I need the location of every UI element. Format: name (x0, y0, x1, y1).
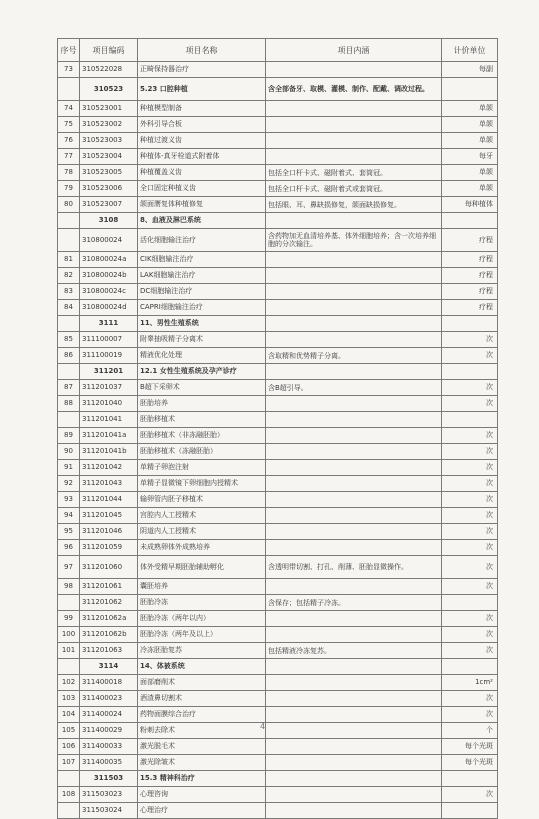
name-cell: 胚胎冷冻（两年以内） (138, 611, 266, 627)
seq-cell: 88 (58, 396, 80, 412)
unit-cell: 每种植体 (442, 197, 498, 213)
content-cell (266, 117, 442, 133)
unit-cell: 次 (442, 540, 498, 556)
seq-cell (58, 771, 80, 787)
unit-cell: 次 (442, 627, 498, 643)
unit-cell: 次 (442, 396, 498, 412)
table-body (58, 62, 498, 819)
seq-cell: 90 (58, 444, 80, 460)
content-cell (266, 707, 442, 723)
unit-cell: 单颌 (442, 101, 498, 117)
seq-cell: 91 (58, 460, 80, 476)
code-cell: 311100007 (80, 332, 138, 348)
name-cell: 心理治疗 (138, 803, 266, 819)
seq-cell: 79 (58, 181, 80, 197)
name-cell: 酒渣鼻切割术 (138, 691, 266, 707)
code-cell: 3114 (80, 659, 138, 675)
name-cell: DC细胞输注治疗 (138, 284, 266, 300)
table-row (58, 524, 498, 540)
content-cell (266, 284, 442, 300)
fee-table (57, 38, 498, 819)
code-cell: 310523003 (80, 133, 138, 149)
unit-cell: 次 (442, 380, 498, 396)
code-cell: 310523007 (80, 197, 138, 213)
seq-cell: 80 (58, 197, 80, 213)
seq-cell: 85 (58, 332, 80, 348)
seq-cell: 107 (58, 755, 80, 771)
content-cell (266, 803, 442, 819)
unit-cell: 疗程 (442, 229, 498, 252)
name-cell: CAPRI细胞输注治疗 (138, 300, 266, 316)
content-cell: 包括全口杆卡式、磁附着式、套筒冠。 (266, 165, 442, 181)
name-cell: 胚胎培养 (138, 396, 266, 412)
table-row (58, 643, 498, 659)
content-cell: 含药物加无血清培养基、体外细胞培养；含一次培养细胞的分次输注。 (266, 229, 442, 252)
section-row (58, 213, 498, 229)
table-row (58, 412, 498, 428)
name-cell: 粉刺去除术 (138, 723, 266, 739)
unit-cell: 次 (442, 556, 498, 579)
content-cell (266, 771, 442, 787)
table-row (58, 117, 498, 133)
name-cell: 冷冻胚胎复苏 (138, 643, 266, 659)
name-cell: 全口固定种植义齿 (138, 181, 266, 197)
code-cell: 310800024 (80, 229, 138, 252)
code-cell: 310523 (80, 78, 138, 101)
code-cell: 310523006 (80, 181, 138, 197)
table-row (58, 348, 498, 364)
table-row (58, 540, 498, 556)
unit-cell: 单颌 (442, 165, 498, 181)
unit-cell (442, 659, 498, 675)
unit-cell: 单颌 (442, 181, 498, 197)
section-row (58, 364, 498, 380)
content-cell (266, 579, 442, 595)
seq-cell: 108 (58, 787, 80, 803)
header-code: 项目编码 (80, 39, 138, 62)
content-cell (266, 316, 442, 332)
table-row (58, 396, 498, 412)
name-cell: 15.3 精神科治疗 (138, 771, 266, 787)
code-cell: 310523001 (80, 101, 138, 117)
table-row (58, 62, 498, 78)
unit-cell: 每牙 (442, 149, 498, 165)
unit-cell: 次 (442, 460, 498, 476)
name-cell: 胚胎移植术（冻融胚胎） (138, 444, 266, 460)
content-cell (266, 101, 442, 117)
content-cell (266, 396, 442, 412)
code-cell: 311400029 (80, 723, 138, 739)
seq-cell: 95 (58, 524, 80, 540)
table-row (58, 165, 498, 181)
table-row (58, 595, 498, 611)
code-cell: 310800024b (80, 268, 138, 284)
unit-cell (442, 771, 498, 787)
content-cell (266, 723, 442, 739)
code-cell: 311201062b (80, 627, 138, 643)
content-cell (266, 739, 442, 755)
code-cell: 311201042 (80, 460, 138, 476)
table-row (58, 675, 498, 691)
content-cell (266, 62, 442, 78)
code-cell: 311100019 (80, 348, 138, 364)
table-row (58, 444, 498, 460)
name-cell: 种植模型制备 (138, 101, 266, 117)
table-row (58, 460, 498, 476)
unit-cell: 每个光斑 (442, 739, 498, 755)
content-cell: 含透明带切割、打孔、削薄、胚胎显微操作。 (266, 556, 442, 579)
content-cell (266, 133, 442, 149)
content-cell (266, 444, 442, 460)
name-cell: 激光除皱术 (138, 755, 266, 771)
table-row (58, 252, 498, 268)
code-cell: 310800024a (80, 252, 138, 268)
table-row (58, 556, 498, 579)
code-cell: 311201041b (80, 444, 138, 460)
code-cell: 310523004 (80, 149, 138, 165)
code-cell: 3111 (80, 316, 138, 332)
unit-cell: 疗程 (442, 284, 498, 300)
seq-cell: 98 (58, 579, 80, 595)
name-cell: 单精子显微镜下卵细胞内授精术 (138, 476, 266, 492)
content-cell (266, 675, 442, 691)
table-row (58, 300, 498, 316)
content-cell (266, 332, 442, 348)
content-cell (266, 428, 442, 444)
table-row (58, 627, 498, 643)
section-row (58, 78, 498, 101)
unit-cell: 单颌 (442, 133, 498, 149)
seq-cell: 97 (58, 556, 80, 579)
unit-cell: 每副 (442, 62, 498, 78)
seq-cell: 86 (58, 348, 80, 364)
code-cell: 311201063 (80, 643, 138, 659)
code-cell: 311201062a (80, 611, 138, 627)
seq-cell: 100 (58, 627, 80, 643)
name-cell: 胚胎冷冻（两年及以上） (138, 627, 266, 643)
unit-cell (442, 595, 498, 611)
unit-cell: 单颌 (442, 117, 498, 133)
name-cell: 输卵管内胚子移植术 (138, 492, 266, 508)
table-row (58, 197, 498, 213)
seq-cell: 81 (58, 252, 80, 268)
name-cell: 种植过渡义齿 (138, 133, 266, 149)
code-cell: 310523002 (80, 117, 138, 133)
table-row (58, 268, 498, 284)
name-cell: 药物面膜综合治疗 (138, 707, 266, 723)
code-cell: 311503 (80, 771, 138, 787)
code-cell: 311400035 (80, 755, 138, 771)
code-cell: 311201041 (80, 412, 138, 428)
unit-cell: 次 (442, 643, 498, 659)
unit-cell: 次 (442, 579, 498, 595)
unit-cell: 次 (442, 611, 498, 627)
table-row (58, 755, 498, 771)
header-content: 项目内涵 (266, 39, 442, 62)
name-cell: 正畸保持器治疗 (138, 62, 266, 78)
unit-cell (442, 803, 498, 819)
seq-cell: 78 (58, 165, 80, 181)
table-row (58, 476, 498, 492)
table-row (58, 492, 498, 508)
code-cell: 311400023 (80, 691, 138, 707)
name-cell: 颌面赝复体种植修复 (138, 197, 266, 213)
section-row (58, 771, 498, 787)
seq-cell: 104 (58, 707, 80, 723)
name-cell: 阴道内人工授精术 (138, 524, 266, 540)
name-cell: 未成熟卵体外成熟培养 (138, 540, 266, 556)
unit-cell: 次 (442, 428, 498, 444)
code-cell: 311201062 (80, 595, 138, 611)
seq-cell: 101 (58, 643, 80, 659)
section-row (58, 316, 498, 332)
seq-cell: 84 (58, 300, 80, 316)
name-cell: 种植体-真牙栓道式附着体 (138, 149, 266, 165)
unit-cell: 次 (442, 691, 498, 707)
code-cell: 311201040 (80, 396, 138, 412)
name-cell: CIK细胞输注治疗 (138, 252, 266, 268)
content-cell: 包括全口杆卡式、磁附着式或套筒冠。 (266, 181, 442, 197)
table-row (58, 181, 498, 197)
code-cell: 311201044 (80, 492, 138, 508)
content-cell: 含保存；包括精子冷冻。 (266, 595, 442, 611)
seq-cell: 87 (58, 380, 80, 396)
content-cell (266, 460, 442, 476)
name-cell: 囊胚培养 (138, 579, 266, 595)
seq-cell: 96 (58, 540, 80, 556)
seq-cell (58, 364, 80, 380)
code-cell: 311400033 (80, 739, 138, 755)
fee-table-sheet (57, 38, 497, 819)
content-cell (266, 149, 442, 165)
table-row (58, 380, 498, 396)
name-cell: 种植覆盖义齿 (138, 165, 266, 181)
code-cell: 311201046 (80, 524, 138, 540)
name-cell: LAK细胞输注治疗 (138, 268, 266, 284)
seq-cell (58, 595, 80, 611)
name-cell: 活化细胞输注治疗 (138, 229, 266, 252)
seq-cell (58, 412, 80, 428)
name-cell: 胚胎冷冻 (138, 595, 266, 611)
table-row (58, 739, 498, 755)
content-cell (266, 508, 442, 524)
seq-cell: 105 (58, 723, 80, 739)
name-cell: 外科引导合板 (138, 117, 266, 133)
seq-cell: 77 (58, 149, 80, 165)
unit-cell (442, 316, 498, 332)
name-cell: 心理咨询 (138, 787, 266, 803)
content-cell: 含取精和优势精子分离。 (266, 348, 442, 364)
content-cell (266, 540, 442, 556)
unit-cell: 次 (442, 524, 498, 540)
code-cell: 310800024d (80, 300, 138, 316)
code-cell: 311400018 (80, 675, 138, 691)
name-cell: 11、男性生殖系统 (138, 316, 266, 332)
content-cell: 包括精液冷冻复苏。 (266, 643, 442, 659)
content-cell (266, 252, 442, 268)
content-cell: 含B超引导。 (266, 380, 442, 396)
seq-cell: 73 (58, 62, 80, 78)
unit-cell: 次 (442, 444, 498, 460)
table-row (58, 707, 498, 723)
seq-cell (58, 803, 80, 819)
table-row (58, 149, 498, 165)
name-cell: 宫腔内人工授精术 (138, 508, 266, 524)
table-row (58, 229, 498, 252)
table-row (58, 723, 498, 739)
code-cell: 311201061 (80, 579, 138, 595)
unit-cell: 次 (442, 707, 498, 723)
code-cell: 311400024 (80, 707, 138, 723)
seq-cell: 89 (58, 428, 80, 444)
name-cell: 8、血液及淋巴系统 (138, 213, 266, 229)
seq-cell: 103 (58, 691, 80, 707)
name-cell: 5.23 口腔种植 (138, 78, 266, 101)
section-row (58, 659, 498, 675)
unit-cell: 次 (442, 787, 498, 803)
unit-cell: 次 (442, 332, 498, 348)
unit-cell: 次 (442, 348, 498, 364)
code-cell: 311201060 (80, 556, 138, 579)
unit-cell: 次 (442, 476, 498, 492)
content-cell (266, 412, 442, 428)
name-cell: 胚胎移植术 (138, 412, 266, 428)
unit-cell: 疗程 (442, 300, 498, 316)
seq-cell: 76 (58, 133, 80, 149)
page-number: 4 (260, 722, 266, 731)
unit-cell: 疗程 (442, 268, 498, 284)
name-cell: 面部磨削术 (138, 675, 266, 691)
table-row (58, 691, 498, 707)
code-cell: 311201059 (80, 540, 138, 556)
content-cell: 含全部备牙、取模、灌模、制作、配戴、调改过程。 (266, 78, 442, 101)
table-row (58, 579, 498, 595)
code-cell: 311503024 (80, 803, 138, 819)
code-cell: 311201041a (80, 428, 138, 444)
table-row (58, 428, 498, 444)
unit-cell: 个 (442, 723, 498, 739)
content-cell (266, 268, 442, 284)
header-row (58, 39, 498, 62)
name-cell: 精液优化处理 (138, 348, 266, 364)
table-row (58, 101, 498, 117)
seq-cell: 92 (58, 476, 80, 492)
seq-cell: 82 (58, 268, 80, 284)
unit-cell (442, 412, 498, 428)
content-cell (266, 476, 442, 492)
code-cell: 310800024c (80, 284, 138, 300)
seq-cell: 99 (58, 611, 80, 627)
name-cell: B超下采卵术 (138, 380, 266, 396)
content-cell (266, 755, 442, 771)
seq-cell: 83 (58, 284, 80, 300)
name-cell: 胚胎移植术（非冻融胚胎） (138, 428, 266, 444)
name-cell: 激光脱毛术 (138, 739, 266, 755)
content-cell (266, 364, 442, 380)
table-row (58, 787, 498, 803)
name-cell: 体外受精早期胚胎辅助孵化 (138, 556, 266, 579)
content-cell (266, 787, 442, 803)
unit-cell (442, 364, 498, 380)
name-cell: 12.1 女性生殖系统及孕产诊疗 (138, 364, 266, 380)
content-cell (266, 213, 442, 229)
unit-cell: 疗程 (442, 252, 498, 268)
content-cell (266, 691, 442, 707)
header-seq: 序号 (58, 39, 80, 62)
code-cell: 311503023 (80, 787, 138, 803)
header-unit: 计价单位 (442, 39, 498, 62)
unit-cell: 次 (442, 492, 498, 508)
name-cell: 附睾抽吸精子分离术 (138, 332, 266, 348)
seq-cell: 93 (58, 492, 80, 508)
content-cell (266, 300, 442, 316)
name-cell: 14、体被系统 (138, 659, 266, 675)
table-row (58, 133, 498, 149)
seq-cell: 102 (58, 675, 80, 691)
seq-cell (58, 659, 80, 675)
seq-cell (58, 213, 80, 229)
code-cell: 311201045 (80, 508, 138, 524)
seq-cell: 94 (58, 508, 80, 524)
seq-cell (58, 78, 80, 101)
seq-cell: 106 (58, 739, 80, 755)
table-row (58, 508, 498, 524)
code-cell: 311201043 (80, 476, 138, 492)
name-cell: 单精子卵泡注射 (138, 460, 266, 476)
seq-cell: 75 (58, 117, 80, 133)
unit-cell: 1cm² (442, 675, 498, 691)
content-cell (266, 659, 442, 675)
code-cell: 310523005 (80, 165, 138, 181)
seq-cell: 74 (58, 101, 80, 117)
content-cell: 包括眼、耳、鼻缺损修复，颌面缺损修复。 (266, 197, 442, 213)
seq-cell (58, 316, 80, 332)
code-cell: 3108 (80, 213, 138, 229)
unit-cell: 次 (442, 508, 498, 524)
table-row (58, 803, 498, 819)
code-cell: 311201 (80, 364, 138, 380)
header-name: 项目名称 (138, 39, 266, 62)
content-cell (266, 492, 442, 508)
content-cell (266, 627, 442, 643)
table-row (58, 284, 498, 300)
content-cell (266, 524, 442, 540)
table-row (58, 332, 498, 348)
unit-cell (442, 78, 498, 101)
code-cell: 310522028 (80, 62, 138, 78)
unit-cell (442, 213, 498, 229)
code-cell: 311201037 (80, 380, 138, 396)
content-cell (266, 611, 442, 627)
table-row (58, 611, 498, 627)
seq-cell (58, 229, 80, 252)
unit-cell: 每个光斑 (442, 755, 498, 771)
